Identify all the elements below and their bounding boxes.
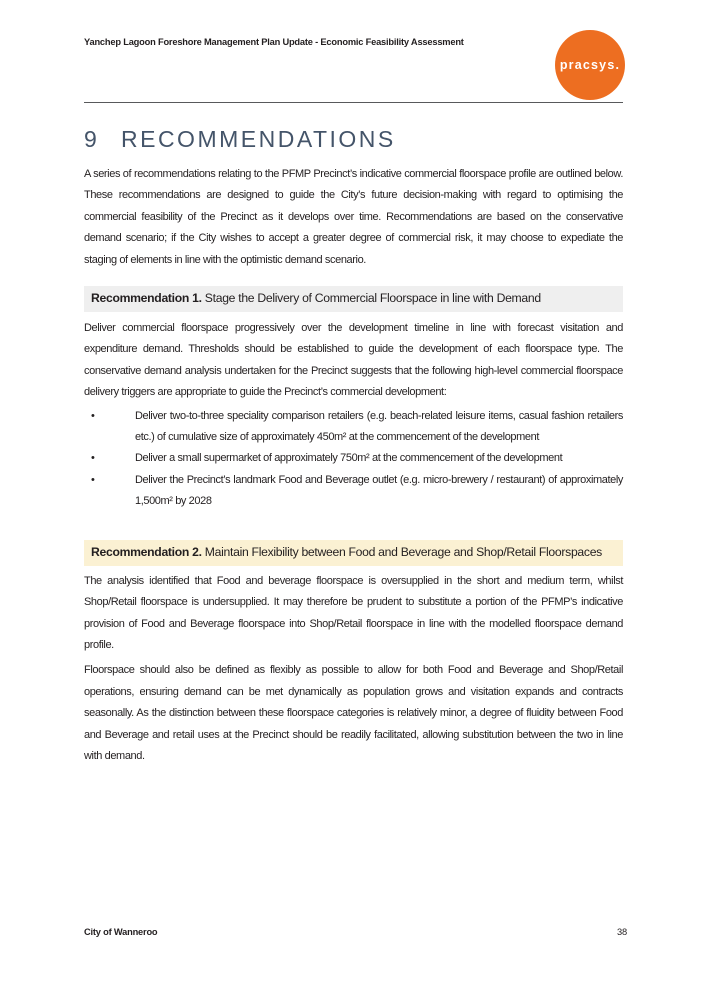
recommendation-2-title: Maintain Flexibility between Food and Beverage and Shop/Retail Floorspaces [201,544,602,559]
section-title: RECOMMENDATIONS [121,126,396,152]
footer-text: City of Wanneroo [84,927,158,937]
recommendation-2-paragraph: Floorspace should also be defined as flexibly as possible to allow for both Food and Beverage and Shop/Retail operations, ensuring demand can be met dynamically as population grows and visitation expands and contracts seasonally. As the distinction between these floorspace categories is relatively minor, a degree of fluidity between Food and Beverage and retail uses at the Precinct should be readily facilitated, allowing substitution between the two in line with demand. [84,664,623,762]
bullet-text: Deliver a small supermarket of approximately 750m² at the commencement of the development [135,452,563,465]
document-header [84,0,623,103]
recommendation-2-paragraph: The analysis identified that Food and beverage floorspace is oversupplied in the short and medium term, whilst Shop/Retail floorspace is undersupplied. It may therefore be prudent to substitute a portion of the PFMP’s indicative provision of Food and Beverage floorspace into Shop/Retail floorspace in line with the modelled floorspace demand profile. [84,574,623,651]
bullet-icon: • [91,452,95,465]
list-item [84,448,623,469]
section-number: 9 [84,126,97,152]
recommendation-1-title: Stage the Delivery of Commercial Floorspace in line with Demand [201,291,541,306]
bullet-text: Deliver the Precinct’s landmark Food and Beverage outlet (e.g. micro-brewery / restaurant) of approximately 1,500m² by 2028 [135,473,623,508]
bullet-text: Deliver two-to-three speciality comparison retailers (e.g. beach-related leisure items, casual fashion retailers etc.) of cumulative size of approximately 450m² at the commencement of the development [135,409,623,444]
recommendation-1-label: Recommendation 1. [91,291,202,306]
document-footer [84,927,627,937]
list-item [84,470,623,513]
section-heading [84,125,623,153]
recommendation-1-header [84,286,623,312]
recommendation-2-header [84,540,623,566]
bullet-icon: • [91,409,95,422]
page-number: 38 [617,927,627,937]
pracsys-logo-icon [555,30,625,100]
recommendation-1-body: Deliver commercial floorspace progressively over the development timeline in line with forecast visitation and expenditure demand. Thresholds should be established to guide the development of each floorspace type. The conservative demand analysis undertaken for the Precinct suggests that the following high-level commercial floorspace delivery triggers are appropriate to guide the Precinct’s commercial development: [84,322,623,399]
pracsys-logo-text: pracsys. [559,58,621,72]
bullet-icon: • [91,473,95,486]
page-content [84,0,623,767]
bullet-list [84,406,623,513]
intro-paragraph: A series of recommendations relating to the PFMP Precinct’s indicative commercial floorspace profile are outlined below. These recommendations are designed to guide the City’s future decision-making with regard to optimising the commercial feasibility of the Precinct as it develops over time. Recommendations are based on the conservative demand scenario; if the City wishes to accept a greater degree of commercial risk, it may choose to expediate the staging of elements in line with the optimistic demand scenario. [84,168,623,266]
list-item [84,406,623,449]
document-header-title: Yanchep Lagoon Foreshore Management Plan Update - Economic Feasibility Assessment [84,37,464,47]
recommendation-2-label: Recommendation 2. [91,544,202,559]
